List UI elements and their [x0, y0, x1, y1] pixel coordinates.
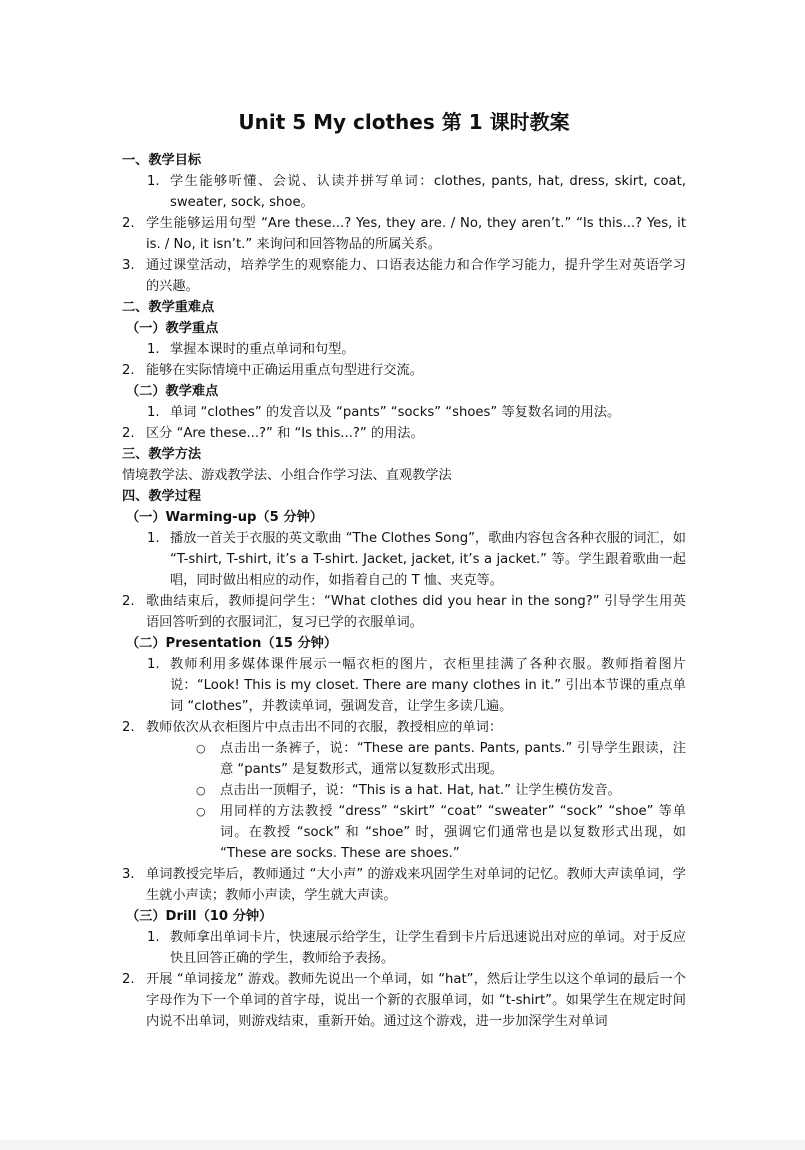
bullet-icon: ○ [196, 784, 206, 797]
bullet-item [122, 801, 686, 864]
bullet-icon: ○ [196, 805, 206, 818]
list-number: 1. [147, 657, 160, 672]
list-number: 3. [122, 867, 135, 882]
list-number: 1. [147, 531, 160, 546]
list-text: 开展 “单词接龙” 游戏。教师先说出一个单词，如 “hat”，然后让学生以这个单词的最后一个字母作为下一个单词的首字母，说出一个新的衣服单词，如 “t-shirt”。如果学生在规定时间内说不出单词，则游戏结束，重新开始。通过这个游戏，进一步加深学生对单词 [146, 972, 686, 1029]
list-text: 单词教授完毕后，教师通过 “大小声” 的游戏来巩固学生对单词的记忆。教师大声读单词，学生就小声读；教师小声读，学生就大声读。 [146, 867, 686, 903]
subsection-heading: （一）教学重点 [126, 321, 219, 336]
bullet-text: 用同样的方法教授 “dress” “skirt” “coat” “sweater” “sock” “shoe” 等单词。在教授 “sock” 和 “shoe” 时，强调它们通常也是以复数形式出现，如 “These are socks. These are shoes.” [220, 804, 686, 861]
list-text: 区分 “Are these...?” 和 “Is this...?” 的用法。 [146, 426, 424, 441]
list-item [122, 360, 686, 381]
section-heading-process: 四、教学过程 [122, 489, 202, 504]
list-item [122, 171, 686, 213]
document-content [122, 100, 686, 1032]
list-text: 教师利用多媒体课件展示一幅衣柜的图片，衣柜里挂满了各种衣服。教师指着图片说：“Look! This is my closet. There are many clothes in it.” 引出本节课的重点单词 “clothes”，并教读单词，强调发音，让学生多读几遍。 [170, 657, 686, 714]
list-number: 2. [122, 594, 135, 609]
list-item [122, 339, 686, 360]
list-number: 2. [122, 720, 135, 735]
bullet-icon: ○ [196, 742, 206, 755]
list-text: 单词 “clothes” 的发音以及 “pants” “socks” “shoes” 等复数名词的用法。 [170, 405, 621, 420]
list-item [122, 927, 686, 969]
list-number: 2. [122, 216, 135, 231]
bullet-text: 点击出一顶帽子，说：“This is a hat. Hat, hat.” 让学生模仿发音。 [220, 783, 621, 798]
list-item [122, 654, 686, 717]
bullet-item [122, 738, 686, 780]
section-heading-key-points: 二、教学重难点 [122, 300, 215, 315]
subsection-heading: （二）Presentation（15 分钟） [126, 636, 338, 651]
list-item [122, 864, 686, 906]
list-text: 掌握本课时的重点单词和句型。 [170, 342, 355, 357]
methods-text: 情境教学法、游戏教学法、小组合作学习法、直观教学法 [122, 468, 452, 483]
list-text: 歌曲结束后，教师提问学生：“What clothes did you hear in the song?” 引导学生用英语回答听到的衣服词汇，复习已学的衣服单词。 [146, 594, 686, 630]
list-item [122, 528, 686, 591]
section-heading-objectives: 一、教学目标 [122, 153, 202, 168]
list-number: 2. [122, 972, 135, 987]
section-heading-methods: 三、教学方法 [122, 447, 202, 462]
list-number: 1. [147, 342, 160, 357]
list-text: 学生能够听懂、会说、认读并拼写单词：clothes, pants, hat, dress, skirt, coat, sweater, sock, shoe。 [170, 174, 686, 210]
list-number: 1. [147, 405, 160, 420]
bullet-text: 点击出一条裤子，说：“These are pants. Pants, pants.” 引导学生跟读，注意 “pants” 是复数形式，通常以复数形式出现。 [220, 741, 686, 777]
list-text: 教师依次从衣柜图片中点击出不同的衣服，教授相应的单词： [146, 720, 503, 735]
list-text: 通过课堂活动，培养学生的观察能力、口语表达能力和合作学习能力，提升学生对英语学习的兴趣。 [146, 258, 686, 294]
list-number: 1. [147, 930, 160, 945]
list-number: 2. [122, 363, 135, 378]
subsection-heading: （三）Drill（10 分钟） [126, 909, 273, 924]
list-text: 学生能够运用句型 “Are these...? Yes, they are. / No, they aren’t.” “Is this...? Yes, it is. / No, it isn’t.” 来询问和回答物品的所属关系。 [146, 216, 686, 252]
list-item [122, 591, 686, 633]
list-text: 教师拿出单词卡片，快速展示给学生，让学生看到卡片后迅速说出对应的单词。对于反应快且回答正确的学生，教师给予表扬。 [170, 930, 686, 966]
list-item [122, 717, 686, 738]
list-number: 2. [122, 426, 135, 441]
document-title: Unit 5 My clothes 第 1 课时教案 [238, 110, 570, 134]
list-item [122, 255, 686, 297]
list-item [122, 213, 686, 255]
subsection-heading: （二）教学难点 [126, 384, 219, 399]
list-number: 3. [122, 258, 135, 273]
list-item [122, 423, 686, 444]
list-number: 1. [147, 174, 160, 189]
list-item [122, 402, 686, 423]
list-text: 能够在实际情境中正确运用重点句型进行交流。 [146, 363, 423, 378]
list-text: 播放一首关于衣服的英文歌曲 “The Clothes Song”，歌曲内容包含各种衣服的词汇，如 “T-shirt, T-shirt, it’s a T-shirt. Jacket, jacket, it’s a jacket.” 等。学生跟着歌曲一起唱，同时做出相应的动作，如指着自己的 T 恤、夹克等。 [170, 531, 686, 588]
subsection-heading: （一）Warming-up（5 分钟） [126, 510, 323, 525]
list-item [122, 969, 686, 1032]
bullet-item [122, 780, 686, 801]
